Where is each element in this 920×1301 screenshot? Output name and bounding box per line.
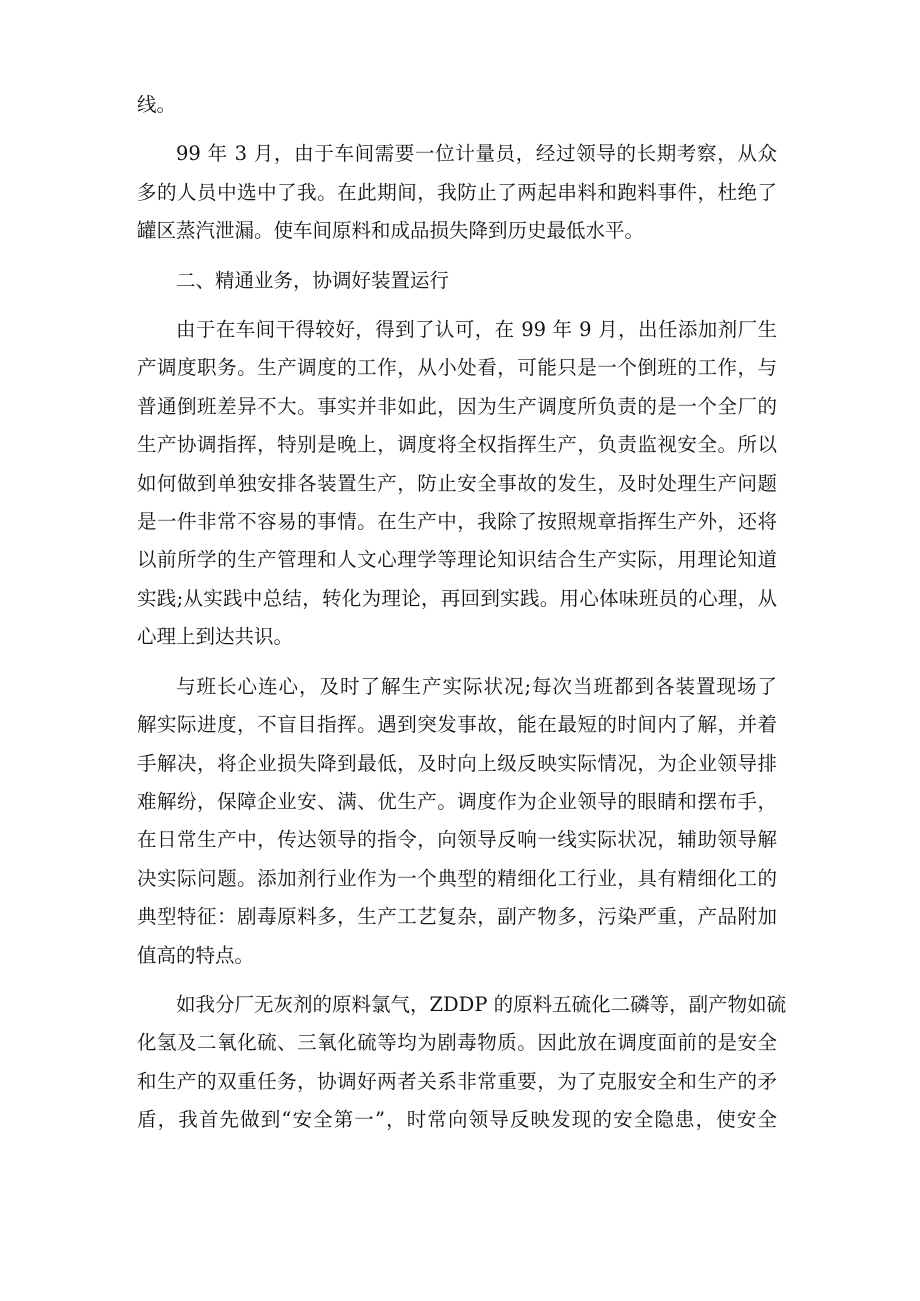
document-body: [137, 86, 787, 1140]
text-line: 由于在车间干得较好，得到了认可，在 99 年 9 月，出任添加剂厂生: [176, 318, 777, 342]
text-line: 生产协调指挥，特别是晚上，调度将全权指挥生产，负责监视安全。所以: [137, 433, 777, 457]
paragraph: [137, 986, 787, 1140]
text-line: 解实际进度，不盲目指挥。遇到突发事故，能在最短的时间内了解，并着: [137, 713, 777, 737]
text-line: 决实际问题。添加剂行业作为一个典型的精细化工行业，具有精细化工的: [137, 866, 777, 890]
text-line: 盾，我首先做到“安全第一”，时常向领导反映发现的安全隐患，使安全: [137, 1108, 777, 1132]
text-line: 典型特征：剧毒原料多，生产工艺复杂，副产物多，污染严重，产品附加: [137, 905, 777, 929]
text-line: 在日常生产中，传达领导的指令，向领导反响一线实际状况，辅助领导解: [137, 828, 777, 852]
text-line: 手解决，将企业损失降到最低，及时向上级反映实际情况，为企业领导排: [137, 751, 777, 775]
text-line: 心理上到达共识。: [137, 625, 294, 649]
paragraph: [137, 311, 777, 657]
text-line: 如我分厂无灰剂的原料氯气，ZDDP 的原料五硫化二磷等，副产物如硫: [176, 992, 787, 1016]
text-line: 是一件非常不容易的事情。在生产中，我除了按照规章指挥生产外，还将: [137, 510, 777, 534]
paragraph: [137, 135, 777, 250]
text-line: 99 年 3 月，由于车间需要一位计量员，经过领导的长期考察，从众: [176, 142, 777, 166]
text-line: 与班长心连心，及时了解生产实际状况;每次当班都到各装置现场了: [176, 674, 777, 698]
text-line: 化氢及二氧化硫、三氧化硫等均为剧毒物质。因此放在调度面前的是安全: [137, 1031, 777, 1055]
text-line: 多的人员中选中了我。在此期间，我防止了两起串料和跑料事件，杜绝了: [137, 180, 777, 204]
text-line: 线。: [137, 93, 177, 116]
text-line: 罐区蒸汽泄漏。使车间原料和成品损失降到历史最低水平。: [137, 219, 645, 243]
text-line: 如何做到单独安排各装置生产，防止安全事故的发生，及时处理生产问题: [137, 471, 777, 495]
text-line: 难解纷，保障企业安、满、优生产。调度作为企业领导的眼睛和摆布手，: [137, 789, 777, 813]
paragraph: [137, 86, 777, 124]
paragraph: [137, 668, 777, 975]
text-line: 和生产的双重任务，协调好两者关系非常重要，为了克服安全和生产的矛: [137, 1069, 777, 1093]
text-line: 二、精通业务，协调好装置运行: [176, 268, 450, 292]
text-line: 产调度职务。生产调度的工作，从小处看，可能只是一个倒班的工作，与: [137, 356, 777, 380]
text-line: 以前所学的生产管理和人文心理学等理论知识结合生产实际，用理论知道: [137, 548, 777, 572]
text-line: 值高的特点。: [137, 943, 255, 967]
section-heading: [137, 262, 777, 300]
text-line: 实践;从实践中总结，转化为理论，再回到实践。用心体味班员的心理，从: [137, 586, 777, 610]
text-line: 普通倒班差异不大。事实并非如此，因为生产调度所负责的是一个全厂的: [137, 394, 777, 418]
